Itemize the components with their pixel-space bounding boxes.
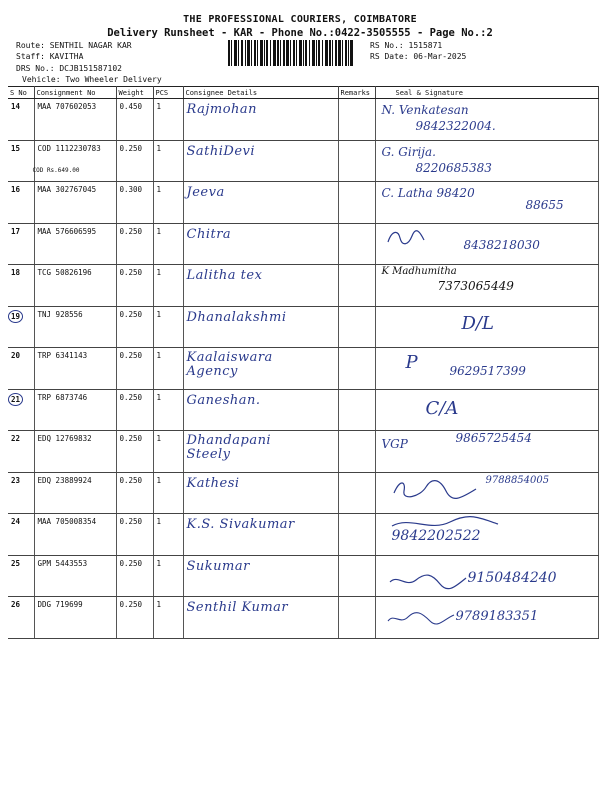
row-signature: [375, 597, 598, 639]
row-consignment: TRP 6873746: [34, 389, 116, 431]
row-weight: 0.250: [116, 597, 153, 639]
row-sno: 17: [8, 223, 34, 265]
row-signature: [375, 431, 598, 473]
row-consignee: [183, 223, 338, 265]
row-consignment: MAA 705008354: [34, 514, 116, 556]
row-sno: 26: [8, 597, 34, 639]
table-row: [8, 555, 598, 597]
signature-phone: 9788854005: [485, 474, 550, 486]
col-header-pcs: PCS: [153, 87, 183, 99]
row-consignment: TRP 6341143: [34, 348, 116, 390]
col-header-signature: Seal & Signature: [375, 87, 598, 99]
cod-amount: COD Rs.649.00: [32, 166, 80, 174]
col-header-sno: S No: [8, 87, 34, 99]
consignee-handwriting: Sukumar: [186, 558, 250, 574]
scribble-signature: [386, 228, 426, 248]
row-consignment: DDG 719699: [34, 597, 116, 639]
page-title: THE PROFESSIONAL COURIERS, COIMBATORE: [183, 14, 417, 25]
row-remarks: [338, 182, 375, 224]
row-consignee: [183, 182, 338, 224]
row-weight: 0.250: [116, 140, 153, 182]
table-row: [8, 431, 598, 473]
scribble-signature: [390, 477, 480, 503]
row-weight: 0.250: [116, 514, 153, 556]
row-pcs: 1: [153, 182, 183, 224]
signature-handwriting: K Madhumitha: [381, 266, 457, 277]
row-signature: [375, 265, 598, 307]
row-remarks: [338, 597, 375, 639]
signature-handwriting: P: [405, 352, 418, 373]
signature-mark: C/A: [425, 397, 459, 419]
col-header-remarks: Remarks: [338, 87, 375, 99]
col-header-consignment: Consignment No: [34, 87, 116, 99]
signature-handwriting: G. Girija.: [381, 144, 436, 159]
table-row: [8, 265, 598, 307]
row-pcs: 1: [153, 223, 183, 265]
consignee-handwriting: Dhanalakshmi: [186, 309, 287, 325]
drs-label: DRS No.: DCJB151587102: [16, 64, 122, 73]
consignee-handwriting: Ganeshan.: [186, 392, 261, 408]
row-pcs: 1: [153, 514, 183, 556]
row-weight: 0.250: [116, 223, 153, 265]
row-weight: 0.250: [116, 431, 153, 473]
row-consignee: [183, 472, 338, 514]
signature-phone: 9842202522: [391, 528, 481, 544]
row-consignment: EDQ 23889924: [34, 472, 116, 514]
row-weight: 0.250: [116, 265, 153, 307]
row-sno: 18: [8, 265, 34, 307]
row-signature: [375, 389, 598, 431]
row-signature: [375, 555, 598, 597]
row-consignee: [183, 597, 338, 639]
signature-phone: 8438218030: [463, 237, 540, 252]
row-consignment: GPM 5443553: [34, 555, 116, 597]
row-signature: [375, 182, 598, 224]
row-sno: 15: [8, 140, 34, 182]
col-header-consignee: Consignee Details: [183, 87, 338, 99]
row-pcs: 1: [153, 597, 183, 639]
row-remarks: [338, 140, 375, 182]
row-remarks: [338, 265, 375, 307]
vehicle-label: Vehicle: Two Wheeler Delivery: [22, 75, 162, 84]
row-consignee: [183, 265, 338, 307]
row-remarks: [338, 431, 375, 473]
signature-phone: 9842322004.: [415, 119, 496, 133]
row-remarks: [338, 514, 375, 556]
row-sno: [8, 389, 34, 431]
col-header-weight: Weight: [116, 87, 153, 99]
row-consignment: TNJ 928556: [34, 306, 116, 348]
row-consignee: [183, 306, 338, 348]
signature-handwriting: N. Venkatesan: [381, 103, 469, 117]
table-row: [8, 306, 598, 348]
table-row: [8, 182, 598, 224]
signature-phone: 9629517399: [449, 364, 526, 378]
consignee-handwriting: Jeeva: [186, 185, 225, 200]
rs-date-label: RS Date: 06-Mar-2025: [370, 52, 467, 61]
table-row: [8, 223, 598, 265]
signature-handwriting: VGP: [381, 437, 408, 451]
row-weight: 0.250: [116, 472, 153, 514]
signature-phone: 9150484240: [467, 569, 557, 586]
row-consignee: [183, 99, 338, 141]
consignee-handwriting: K.S. Sivakumar: [186, 517, 295, 532]
barcode: [228, 40, 353, 66]
consignee-handwriting: Senthil Kumar: [186, 600, 289, 615]
row-consignee: [183, 555, 338, 597]
scribble-signature: [388, 572, 468, 590]
table-row: [8, 597, 598, 639]
row-sno: 25: [8, 555, 34, 597]
table-row: [8, 389, 598, 431]
row-remarks: [338, 389, 375, 431]
row-sno: 24: [8, 514, 34, 556]
row-sno: 23: [8, 472, 34, 514]
consignee-handwriting: Kaalaiswara Agency: [186, 350, 273, 379]
rs-no-label: RS No.: 1515871: [370, 41, 443, 50]
row-weight: 0.250: [116, 348, 153, 390]
row-remarks: [338, 306, 375, 348]
row-weight: 0.250: [116, 389, 153, 431]
row-signature: [375, 99, 598, 141]
row-consignment: EDQ 12769832: [34, 431, 116, 473]
staff-label: Staff: KAVITHA: [16, 52, 84, 61]
runsheet-table: [8, 86, 599, 639]
consignee-handwriting: SathiDevi: [186, 143, 256, 159]
row-pcs: 1: [153, 472, 183, 514]
table-row: [8, 472, 598, 514]
circled-number: 19: [8, 310, 23, 323]
signature-phone: 9789183351: [455, 609, 539, 624]
row-signature: [375, 140, 598, 182]
signature-phone: 7373065449: [437, 279, 514, 293]
row-pcs: 1: [153, 555, 183, 597]
row-pcs: 1: [153, 140, 183, 182]
row-remarks: [338, 99, 375, 141]
signature-phone: 9865725454: [455, 431, 532, 445]
row-remarks: [338, 472, 375, 514]
route-label: Route: SENTHIL NAGAR KAR: [16, 41, 132, 50]
signature-phone: 88655: [525, 198, 564, 212]
row-signature: [375, 472, 598, 514]
row-remarks: [338, 555, 375, 597]
consignee-handwriting: Rajmohan: [186, 102, 258, 117]
row-sno: 14: [8, 99, 34, 141]
consignee-handwriting: Chitra: [186, 226, 232, 242]
row-sno: 20: [8, 348, 34, 390]
row-signature: [375, 223, 598, 265]
row-remarks: [338, 348, 375, 390]
row-pcs: 1: [153, 348, 183, 390]
row-weight: 0.250: [116, 555, 153, 597]
row-pcs: 1: [153, 431, 183, 473]
scribble-signature: [386, 609, 456, 627]
consignee-handwriting: Dhandapani Steely: [186, 433, 272, 462]
row-consignment: MAA 302767045: [34, 182, 116, 224]
row-sno: 16: [8, 182, 34, 224]
row-consignment: TCG 50826196: [34, 265, 116, 307]
signature-mark: D/L: [461, 312, 494, 334]
row-sno: 22: [8, 431, 34, 473]
consignee-handwriting: Kathesi: [186, 475, 240, 491]
row-consignee: [183, 431, 338, 473]
consignment-number: COD 1112230783: [37, 143, 101, 153]
table-row: [8, 140, 598, 182]
row-consignee: [183, 389, 338, 431]
circled-number: 21: [8, 393, 23, 406]
row-consignment: [34, 140, 116, 182]
row-pcs: 1: [153, 99, 183, 141]
table-row: [8, 99, 598, 141]
row-pcs: 1: [153, 306, 183, 348]
row-sno: [8, 306, 34, 348]
row-consignee: [183, 140, 338, 182]
runsheet-subtitle: Delivery Runsheet - KAR - Phone No.:0422-3505555 - Page No.:2: [107, 27, 493, 39]
row-weight: 0.300: [116, 182, 153, 224]
row-weight: 0.250: [116, 306, 153, 348]
row-consignee: [183, 348, 338, 390]
row-weight: 0.450: [116, 99, 153, 141]
consignee-handwriting: Lalitha tex: [186, 268, 263, 283]
table-row: [8, 348, 598, 390]
row-consignment: MAA 576606595: [34, 223, 116, 265]
table-header-row: [8, 87, 598, 99]
signature-handwriting: C. Latha 98420: [381, 186, 475, 200]
row-pcs: 1: [153, 389, 183, 431]
signature-phone: 8220685383: [415, 160, 492, 175]
row-consignment: MAA 707602053: [34, 99, 116, 141]
row-signature: [375, 306, 598, 348]
table-row: [8, 514, 598, 556]
row-signature: [375, 348, 598, 390]
row-signature: [375, 514, 598, 556]
row-remarks: [338, 223, 375, 265]
row-pcs: 1: [153, 265, 183, 307]
row-consignee: [183, 514, 338, 556]
